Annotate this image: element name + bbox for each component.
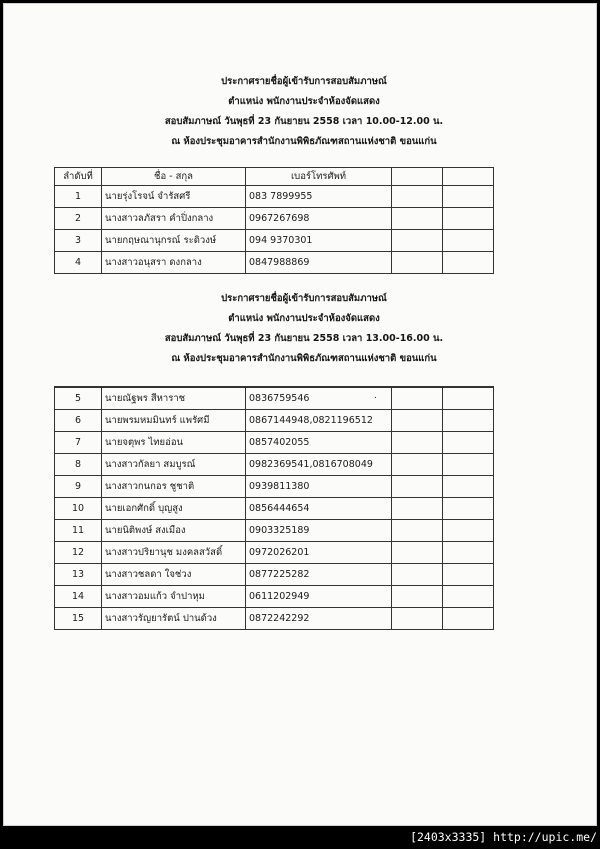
header-phone: เบอร์โทรศัพท์: [246, 168, 392, 186]
row-blank: [443, 252, 494, 274]
row-blank: [443, 608, 494, 630]
row-phone: 0967267698: [246, 208, 392, 230]
table-row: [55, 410, 494, 432]
row-phone: 0872242292: [246, 608, 392, 630]
position-line: ตำแหน่ง พนักงานประจำห้องจัดแสดง: [228, 96, 380, 107]
table-row: [55, 498, 494, 520]
schedule-line: สอบสัมภาษณ์ วันพุธที่ 23 กันยายน 2558 เวลา 10.00-12.00 น.: [164, 116, 444, 127]
table-row: [55, 252, 494, 274]
row-blank: [392, 387, 443, 410]
row-no: 15: [55, 608, 102, 630]
row-no: 5: [55, 387, 102, 410]
table-header-row: [55, 168, 494, 186]
row-blank: [443, 520, 494, 542]
row-blank: [392, 252, 443, 274]
row-blank: [392, 208, 443, 230]
image-host-caption: [2403x3335] http://upic.me/: [410, 830, 597, 844]
table-row: [55, 520, 494, 542]
table-row: [55, 586, 494, 608]
schedule-line: สอบสัมภาษณ์ วันพุธที่ 23 กันยายน 2558 เวลา 13.00-16.00 น.: [164, 333, 444, 344]
row-no: 12: [55, 542, 102, 564]
row-name: นางสาวปริยานุช มงคลสวัสดิ์: [102, 542, 246, 564]
row-blank: [392, 586, 443, 608]
row-no: 11: [55, 520, 102, 542]
table-row: [55, 476, 494, 498]
row-name: นางสาวกัลยา สมบูรณ์: [102, 454, 246, 476]
row-no: 9: [55, 476, 102, 498]
row-phone: 0857402055: [246, 432, 392, 454]
table-row: [55, 608, 494, 630]
row-blank: [392, 432, 443, 454]
venue-line: ณ ห้องประชุมอาคารสำนักงานพิพิธภัณฑสถานแห่งชาติ ขอนแก่น: [171, 136, 437, 147]
row-blank: [443, 564, 494, 586]
table-row: [55, 432, 494, 454]
row-blank: [443, 498, 494, 520]
table-row: [55, 186, 494, 208]
row-blank: [443, 230, 494, 252]
candidates-table-afternoon: [54, 386, 494, 630]
candidates-table-morning: [54, 167, 494, 274]
row-phone: 0611202949: [246, 586, 392, 608]
row-blank: [392, 454, 443, 476]
row-blank: [392, 498, 443, 520]
row-name: นายณัฐพร สีหาราช: [102, 387, 246, 410]
row-blank: [443, 586, 494, 608]
row-no: 2: [55, 208, 102, 230]
row-phone: 0972026201: [246, 542, 392, 564]
row-no: 10: [55, 498, 102, 520]
venue-line: ณ ห้องประชุมอาคารสำนักงานพิพิธภัณฑสถานแห่งชาติ ขอนแก่น: [171, 353, 437, 364]
row-phone: 0982369541,0816708049: [246, 454, 392, 476]
row-name: นางสาวลภัสรา คำปิ่งกลาง: [102, 208, 246, 230]
row-no: 4: [55, 252, 102, 274]
row-no: 8: [55, 454, 102, 476]
announcement-title: ประกาศรายชื่อผู้เข้ารับการสอบสัมภาษณ์: [221, 76, 387, 87]
row-name: นายรุ่งโรจน์ จำรัสศรี: [102, 186, 246, 208]
row-no: 1: [55, 186, 102, 208]
row-name: นางสาวอมแก้ว จำปาหุม: [102, 586, 246, 608]
row-phone: [246, 387, 392, 410]
row-name: นายกฤษณานุกรณ์ ระดิวงษ์: [102, 230, 246, 252]
phone-text: 0836759546: [249, 393, 310, 404]
announcement-title: ประกาศรายชื่อผู้เข้ารับการสอบสัมภาษณ์: [221, 293, 387, 304]
row-blank: [443, 542, 494, 564]
document-page: [3, 3, 597, 826]
row-phone: 0847988869: [246, 252, 392, 274]
row-blank: [443, 387, 494, 410]
row-name: นายจตุพร ไทยอ่อน: [102, 432, 246, 454]
row-no: 6: [55, 410, 102, 432]
header-no: ลำดับที่: [55, 168, 102, 186]
row-phone: 094 9370301: [246, 230, 392, 252]
header-name: ชื่อ - สกุล: [102, 168, 246, 186]
row-name: นายพรมหมมินทร์ แพรัศมี: [102, 410, 246, 432]
table-row: [55, 387, 494, 410]
row-name: นางสาวกนกอร ชูชาติ: [102, 476, 246, 498]
row-name: นางสาวอนุสรา ดงกลาง: [102, 252, 246, 274]
row-no: 7: [55, 432, 102, 454]
row-phone: 0867144948,0821196512: [246, 410, 392, 432]
row-blank: [392, 542, 443, 564]
position-line: ตำแหน่ง พนักงานประจำห้องจัดแสดง: [228, 313, 380, 324]
row-no: 13: [55, 564, 102, 586]
row-name: นางสาวชลดา ใจช่วง: [102, 564, 246, 586]
row-no: 3: [55, 230, 102, 252]
stray-mark: .: [374, 391, 377, 401]
row-phone: 083 7899955: [246, 186, 392, 208]
table-row: [55, 564, 494, 586]
row-blank: [392, 476, 443, 498]
row-no: 14: [55, 586, 102, 608]
header-blank-1: [392, 168, 443, 186]
section2-heading: [4, 289, 600, 369]
header-blank-2: [443, 168, 494, 186]
row-phone: 0856444654: [246, 498, 392, 520]
table-row: [55, 208, 494, 230]
table-row: [55, 542, 494, 564]
row-blank: [392, 608, 443, 630]
row-blank: [392, 564, 443, 586]
row-name: นางสาวรัญยารัตน์ ปานด้วง: [102, 608, 246, 630]
section1-heading: [4, 72, 600, 152]
row-blank: [392, 410, 443, 432]
row-blank: [443, 410, 494, 432]
row-blank: [443, 476, 494, 498]
row-blank: [443, 432, 494, 454]
row-name: นายเอกศักดิ์ บุญสูง: [102, 498, 246, 520]
row-blank: [443, 454, 494, 476]
row-phone: 0877225282: [246, 564, 392, 586]
row-phone: 0939811380: [246, 476, 392, 498]
row-blank: [392, 186, 443, 208]
row-blank: [443, 208, 494, 230]
row-blank: [392, 230, 443, 252]
row-phone: 0903325189: [246, 520, 392, 542]
table-row: [55, 230, 494, 252]
row-blank: [392, 520, 443, 542]
table-row: [55, 454, 494, 476]
row-name: นายนิติพงษ์ สงเมือง: [102, 520, 246, 542]
row-blank: [443, 186, 494, 208]
